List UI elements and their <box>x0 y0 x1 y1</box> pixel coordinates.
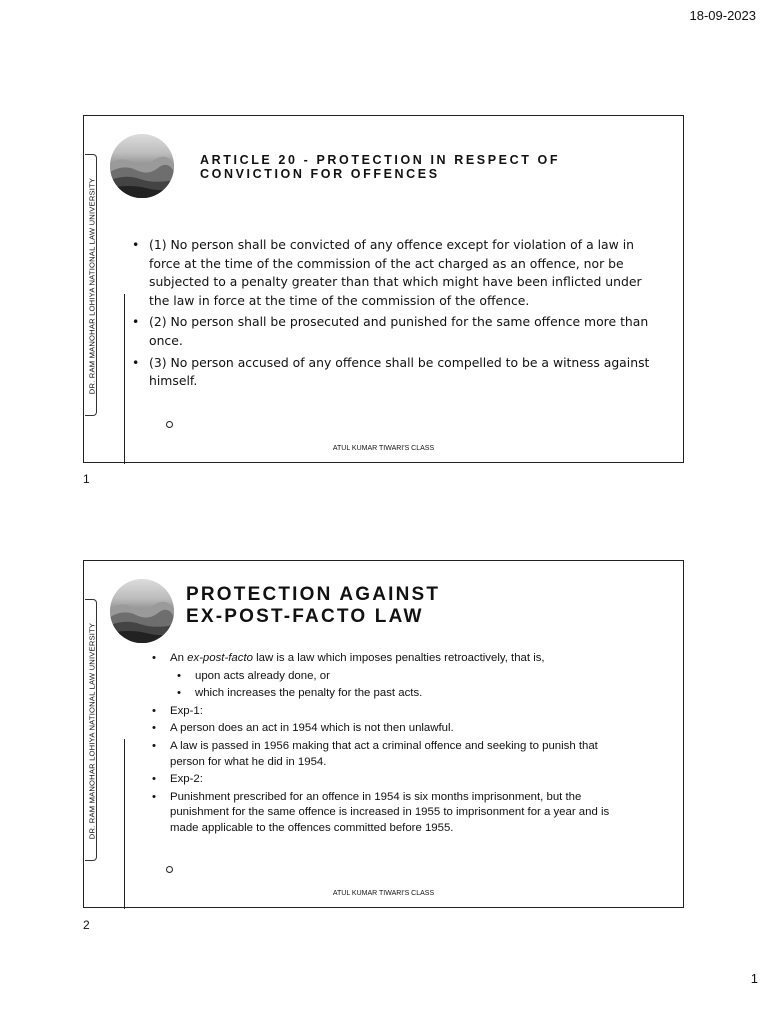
text-segment: law is a law which imposes penalties retroactively, that is, <box>252 652 545 664</box>
list-item: • Exp-2: <box>152 772 622 788</box>
header-date: 18-09-2023 <box>689 8 756 23</box>
slide-number: 1 <box>83 472 90 486</box>
vertical-divider <box>124 294 125 464</box>
list-item: • (1) No person shall be convicted of any offence except for violation of a law in force at the time of the commission of the act charged as an offence, nor be subjected to a penalty greater than that which might have been inflicted under the law in force at the time of the commission of the offence. <box>132 236 662 310</box>
italic-term: ex-post-facto <box>187 652 253 664</box>
bullet-list <box>152 651 622 839</box>
slide-footer: ATUL KUMAR TIWARI'S CLASS <box>332 445 435 452</box>
slide-title <box>186 584 440 628</box>
circle-bullet-icon <box>166 866 173 873</box>
slide-title: ARTICLE 20 - PROTECTION IN RESPECT OF CONVICTION FOR OFFENCES <box>200 153 561 181</box>
circle-bullet-icon <box>166 421 173 428</box>
text-segment: An <box>170 652 188 664</box>
university-sidebar-label <box>85 154 97 416</box>
slide-number: 2 <box>83 918 90 932</box>
sub-list-item: • which increases the penalty for the past acts. <box>152 686 622 702</box>
vertical-divider <box>124 739 125 909</box>
list-item: • (3) No person accused of any offence shall be compelled to be a witness against himself. <box>132 354 662 391</box>
list-item <box>152 651 622 667</box>
university-name: DR. RAM MANOHAR LOHIYA NATIONAL LAW UNIVERSITY <box>87 622 97 840</box>
list-item: • Exp-1: <box>152 704 622 720</box>
list-item: • (2) No person shall be prosecuted and punished for the same offence more than once. <box>132 313 662 350</box>
slide-1 <box>83 115 684 463</box>
page-number: 1 <box>750 971 758 986</box>
sub-list-item: • upon acts already done, or <box>152 669 622 685</box>
title-line: PROTECTION AGAINST <box>186 584 441 605</box>
mountain-logo-icon <box>110 579 174 643</box>
university-name: DR. RAM MANOHAR LOHIYA NATIONAL LAW UNIVERSITY <box>87 177 97 395</box>
list-item: • A person does an act in 1954 which is not then unlawful. <box>152 721 622 737</box>
title-line: EX-POST-FACTO LAW <box>186 606 424 627</box>
university-sidebar-label <box>85 599 97 861</box>
slide-2 <box>83 560 684 908</box>
mountain-logo-icon <box>110 134 174 198</box>
slide-footer: ATUL KUMAR TIWARI'S CLASS <box>332 890 435 897</box>
list-item: • A law is passed in 1956 making that act a criminal offence and seeking to punish that person for what he did in 1954. <box>152 739 622 770</box>
list-item: • Punishment prescribed for an offence in 1954 is six months imprisonment, but the punishment for the same offence is increased in 1955 to imprisonment for a year and is made applicable to the offences committed before 1955. <box>152 790 622 837</box>
bullet-list <box>132 236 662 394</box>
